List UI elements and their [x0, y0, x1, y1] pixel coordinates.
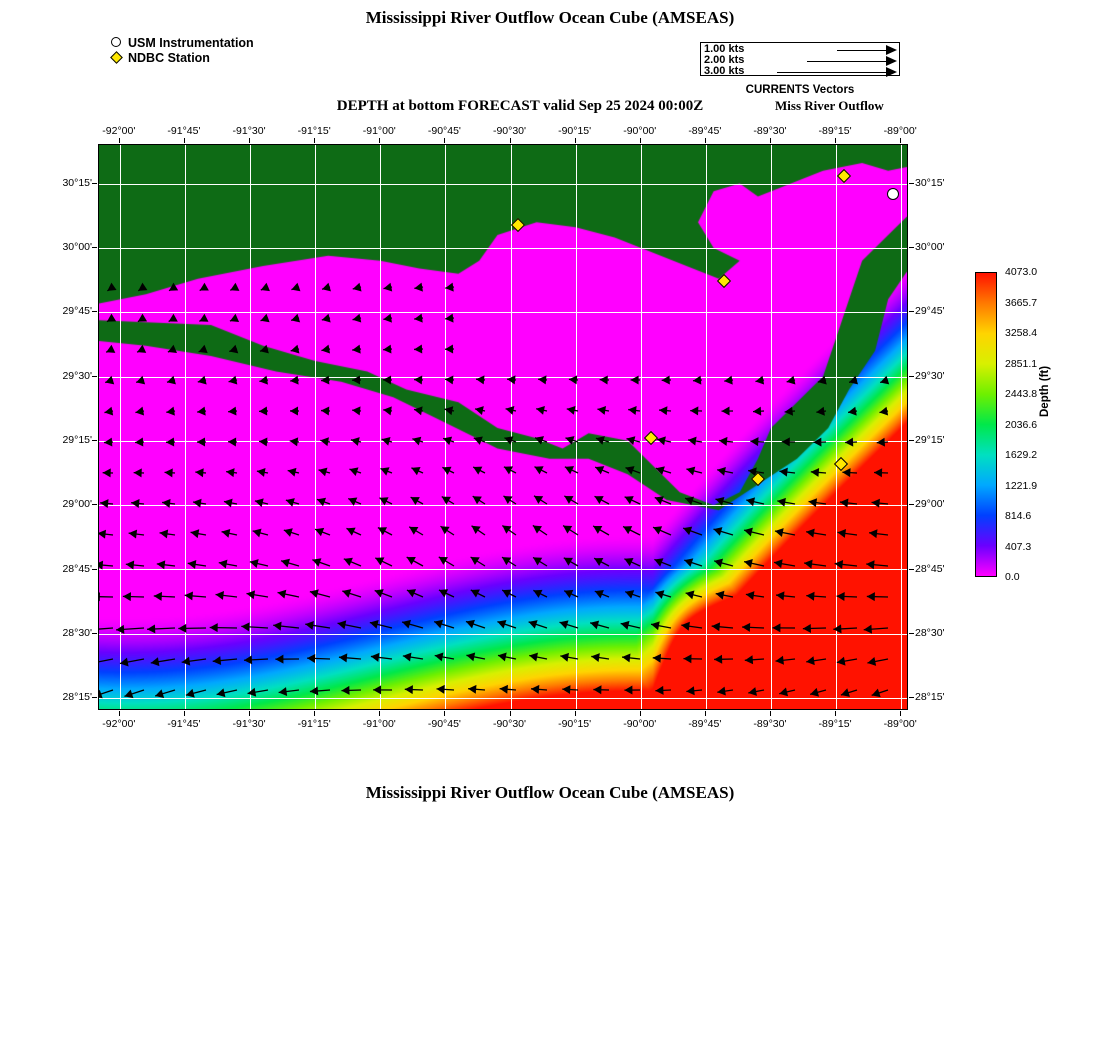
map-y-tick-mark — [909, 569, 914, 570]
map-x-tick-mark — [835, 711, 836, 716]
map-x-tick-mark — [314, 138, 315, 143]
colorbar-tick-label: 3665.7 — [1005, 296, 1038, 309]
map-y-tick-mark — [92, 504, 97, 505]
map-x-tick-label: -91°30' — [232, 718, 266, 730]
map-x-tick-label: -90°30' — [492, 718, 527, 730]
map-y-tick-mark — [909, 183, 914, 184]
map-x-tick-mark — [900, 711, 901, 716]
map-y-tick-label: 28°30' — [915, 626, 945, 639]
station-legend — [110, 36, 254, 66]
map-x-tick-label: -90°15' — [558, 718, 592, 730]
vector-key-label: 3.00 kts — [704, 65, 745, 77]
map-x-tick-label: -91°15' — [297, 125, 331, 137]
circle-marker-icon — [110, 36, 126, 50]
map-y-tick-label: 28°15' — [62, 691, 92, 704]
colorbar-tick-label: 3258.4 — [1005, 327, 1038, 339]
map-x-tick-label: -89°45' — [688, 125, 722, 137]
map-x-tick-label: -91°30' — [232, 125, 266, 137]
forecast-subtitle: DEPTH at bottom FORECAST valid Sep 25 2024 00:00Z — [336, 98, 704, 114]
currents-vector-key — [700, 42, 900, 76]
map-x-tick-mark — [510, 711, 511, 716]
map-y-tick-label: 28°45' — [915, 562, 945, 575]
map-x-tick-mark — [770, 138, 771, 143]
colorbar-tick-label: 0.0 — [1005, 571, 1020, 583]
colorbar-tick-label: 1221.9 — [1005, 479, 1038, 492]
page-title: Mississippi River Outflow Ocean Cube (AMSEAS) — [365, 8, 735, 27]
colorbar — [975, 267, 1095, 587]
map-x-tick-mark — [249, 711, 250, 716]
colorbar-tick-label: 1629.2 — [1005, 449, 1038, 461]
map-y-tick-mark — [92, 311, 97, 312]
colorbar-tick-label: 2443.8 — [1005, 388, 1038, 400]
map-x-tick-mark — [900, 138, 901, 143]
map-x-tick-label: -90°45' — [427, 125, 461, 137]
map-x-tick-mark — [184, 711, 185, 716]
map-x-tick-label: -90°00' — [623, 718, 657, 730]
map-y-tick-mark — [909, 311, 914, 312]
map-y-tick-label: 30°15' — [915, 176, 945, 189]
map-x-tick-mark — [770, 711, 771, 716]
legend-item-ndbc — [110, 51, 254, 65]
map-y-tick-mark — [92, 376, 97, 377]
colorbar-tick-label: 4073.0 — [1005, 266, 1038, 278]
map-x-tick-label: -92°00' — [102, 718, 136, 730]
map-x-tick-mark — [444, 138, 445, 143]
map-y-tick-label: 29°15' — [915, 433, 945, 446]
map-x-tick-label: -91°45' — [167, 125, 201, 137]
vector-key-shaft — [837, 50, 887, 51]
map-x-tick-mark — [835, 138, 836, 143]
bottom-title: Mississippi River Outflow Ocean Cube (AMSEAS) — [365, 783, 735, 802]
map-x-tick-mark — [575, 711, 576, 716]
map-x-tick-label: -92°00' — [102, 125, 136, 137]
map-y-tick-label: 29°30' — [915, 369, 945, 382]
diamond-marker-icon — [110, 51, 126, 65]
map-y-tick-mark — [92, 440, 97, 441]
map-y-tick-label: 30°00' — [915, 240, 945, 253]
map-x-tick-mark — [640, 711, 641, 716]
map-y-tick-label: 29°00' — [62, 498, 92, 511]
map-y-tick-mark — [909, 633, 914, 634]
vector-key-label: 1.00 kts — [704, 43, 745, 55]
map-y-tick-mark — [92, 569, 97, 570]
map-x-tick-label: -90°15' — [558, 125, 592, 137]
map-x-tick-mark — [249, 138, 250, 143]
map-x-tick-mark — [119, 138, 120, 143]
map-y-tick-mark — [909, 504, 914, 505]
map-x-tick-mark — [314, 711, 315, 716]
vector-key-arrowhead — [886, 45, 897, 55]
plot-region-label: Miss River Outflow — [775, 98, 884, 113]
map-x-tick-mark — [705, 138, 706, 143]
map-x-tick-label: -89°30' — [753, 718, 787, 730]
map-y-tick-mark — [92, 183, 97, 184]
map-y-tick-mark — [909, 247, 914, 248]
map-y-tick-mark — [909, 440, 914, 441]
map-y-tick-label: 29°45' — [62, 305, 92, 318]
vector-key-arrowhead — [886, 56, 897, 66]
map-x-tick-label: -90°00' — [623, 125, 657, 137]
colorbar-tick-label: 407.3 — [1005, 540, 1032, 553]
colorbar-tick-label: 2036.6 — [1005, 418, 1038, 431]
currents-vector-overlay — [99, 145, 908, 710]
map-x-tick-label: -89°15' — [818, 125, 852, 137]
map-y-tick-label: 28°15' — [915, 691, 945, 704]
map-x-tick-mark — [444, 711, 445, 716]
vector-key-shaft — [777, 72, 887, 73]
legend-item-usm — [110, 36, 254, 50]
map-x-tick-mark — [575, 138, 576, 143]
map-x-tick-mark — [379, 711, 380, 716]
map-x-tick-label: -91°00' — [362, 125, 396, 137]
map-x-tick-label: -90°45' — [427, 718, 461, 730]
map-x-tick-label: -89°15' — [818, 718, 852, 730]
map-y-tick-label: 29°15' — [62, 433, 92, 446]
map-y-tick-mark — [909, 697, 914, 698]
map-x-tick-mark — [705, 711, 706, 716]
map-y-tick-label: 28°45' — [62, 562, 92, 575]
map-x-tick-label: -89°30' — [753, 125, 787, 137]
map-x-tick-mark — [184, 138, 185, 143]
map-y-tick-label: 30°00' — [62, 240, 92, 253]
vector-key-label: 2.00 kts — [704, 54, 745, 66]
map-plot-area[interactable] — [98, 144, 908, 710]
map-y-tick-mark — [92, 633, 97, 634]
legend-label-usm: USM Instrumentation — [128, 36, 254, 50]
map-x-tick-mark — [119, 711, 120, 716]
colorbar-tick-label: 2851.1 — [1005, 357, 1038, 370]
colorbar-axis-title: Depth (ft) — [1039, 365, 1051, 417]
vector-key-arrowhead — [886, 67, 897, 77]
map-y-tick-label: 29°45' — [915, 305, 945, 318]
colorbar-gradient — [975, 272, 997, 577]
map-y-tick-mark — [92, 697, 97, 698]
map-x-tick-label: -91°15' — [297, 718, 331, 730]
map-y-tick-label: 28°30' — [62, 626, 92, 639]
colorbar-tick-label: 814.6 — [1005, 510, 1032, 522]
map-x-tick-mark — [640, 138, 641, 143]
legend-label-ndbc: NDBC Station — [128, 51, 210, 65]
vector-key-row — [701, 66, 901, 77]
map-y-tick-label: 29°00' — [915, 498, 945, 511]
map-y-tick-label: 29°30' — [62, 369, 92, 382]
map-x-tick-mark — [510, 138, 511, 143]
map-y-tick-mark — [92, 247, 97, 248]
currents-vector-caption: CURRENTS Vectors — [745, 84, 855, 96]
map-x-tick-label: -90°30' — [492, 125, 527, 137]
map-x-tick-label: -89°00' — [883, 125, 917, 137]
vector-key-shaft — [807, 61, 887, 62]
map-x-tick-label: -89°45' — [688, 718, 722, 730]
map-x-tick-label: -89°00' — [883, 718, 917, 730]
map-x-tick-mark — [379, 138, 380, 143]
map-y-tick-mark — [909, 376, 914, 377]
map-y-tick-label: 30°15' — [62, 176, 92, 189]
map-x-tick-label: -91°00' — [362, 718, 396, 730]
map-x-tick-label: -91°45' — [167, 718, 201, 730]
